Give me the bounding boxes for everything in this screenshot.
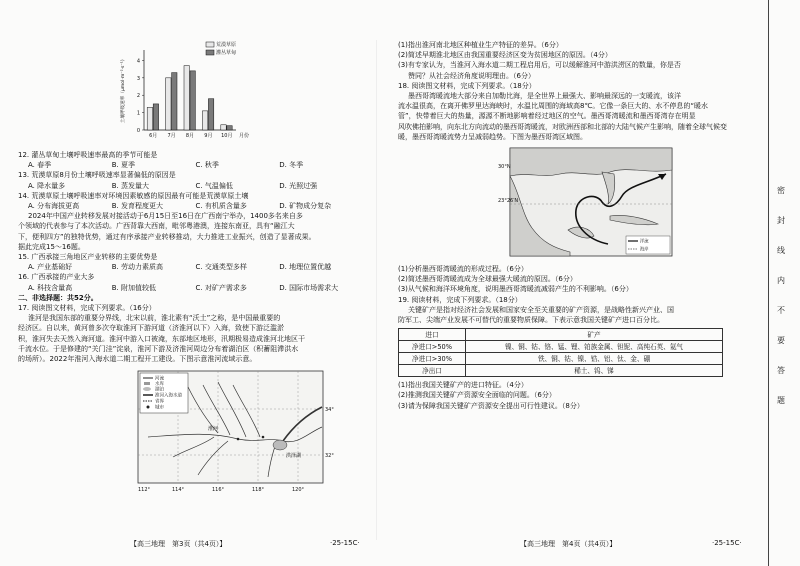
material-line: 流水温很高，在离开佛罗里达海峡时，水温比周围的海域高8℃。它像一条巨大的、水不停息的“暖水 [398, 102, 708, 111]
question-13-options [18, 181, 363, 191]
x-tick-label: 7月 [167, 133, 176, 139]
material-line: 防军工、尖端产业发展不可替代的重要物质保障。下表示意我国关键矿产进口百分比。 [398, 316, 664, 325]
strip-char: 内 [777, 276, 785, 285]
column-divider [376, 40, 377, 540]
material-line: 墨西哥湾暖流地大部分来自加勒比海，是全世界上最强大、影响最深远的一支暖流，该洋 [408, 92, 681, 101]
legend-swatch [206, 42, 214, 47]
question-16-options [18, 283, 363, 293]
q15-option-d[interactable]: D. 地理位置优越 [279, 263, 332, 272]
q12-option-d[interactable]: D. 冬季 [279, 161, 304, 170]
question-15-options [18, 262, 363, 272]
map-tick: 32° [325, 453, 334, 460]
bar-荒漠草原 [166, 78, 171, 130]
question-19: 19. 阅读材料，完成下列要求。（18分） [398, 295, 522, 304]
material-line: 淮河是我国东部的重要分界线，北宋以前，淮北素有“沃土”之称，是中国最重要的 [28, 314, 281, 323]
map2-lat-30: 30°N [498, 164, 511, 171]
q17-part2: (2)简述早期淮北地区由我国重要经济区变为贫困地区的原因。（4分） [398, 51, 612, 60]
material-line: 关键矿产是指对经济社会发展和国家安全至关重要的矿产资源，是战略性新兴产业、国 [408, 305, 674, 314]
gulf-of-mexico-map [498, 144, 678, 262]
left-column [18, 40, 363, 497]
bar-荒漠草原 [202, 111, 207, 130]
q18-part1: (1)分析墨西哥湾暖流的形成过程。（6分） [398, 265, 528, 274]
footer-page-4: 【高三地理 第4页（共4页）】 [520, 540, 617, 548]
table-row [399, 353, 723, 365]
q17-part3-cont: 赞同？从社会经济角度说明理由。（6分） [408, 71, 535, 80]
map2-legend-coast: 海岸 [640, 247, 649, 253]
strip-char: 题 [777, 396, 785, 405]
strip-char: 要 [777, 336, 785, 345]
material-line: 管”，快带着巨大的热量，源源不断地影响着经过地区的空气。墨西哥湾暖流和墨西哥湾存在明显 [398, 112, 696, 121]
map-tick: 34° [325, 407, 334, 414]
map-tick: 118° [252, 487, 265, 494]
question-14: 14. 荒漠草原土壤呼吸速率对环境因素敏感的原因最有可能是荒漠草原土壤 [18, 191, 249, 200]
table-cell: 铁、铜、钴、镍、锆、铝、钛、金、硼 [466, 353, 723, 365]
q16-option-d[interactable]: D. 国际市场需求大 [279, 283, 339, 292]
map-tick: 114° [172, 487, 185, 494]
passage-line: 据此完成15～16题。 [18, 242, 85, 251]
map-tick: 112° [138, 487, 151, 494]
map-label-hongze: 洪泽湖 [286, 453, 302, 460]
x-axis-unit: 月份 [238, 133, 250, 139]
mineral-import-table [398, 328, 723, 377]
question-18: 18. 阅读图文材料，完成下列要求。（18分） [398, 81, 536, 90]
strip-char: 封 [777, 216, 785, 225]
question-17: 17. 阅读图文材料，完成下列要求。（16分） [18, 304, 156, 313]
question-12: 12. 灌丛草甸土壤呼吸速率最高的季节可能是 [18, 151, 158, 159]
table-cell: 镍、铜、钴、铬、锰、锂、铂族金属、钽铌、高纯石英、氦气 [466, 341, 723, 353]
q19-part3: (3)请为保障我国关键矿产资源安全提出可行性建议。（8分） [398, 401, 584, 410]
map2-legend-current: 洋流 [640, 239, 649, 245]
x-tick-label: 9月 [204, 133, 213, 139]
table-row [399, 365, 723, 377]
y-tick-label: 3 [136, 75, 140, 82]
x-tick-label: 8月 [185, 133, 195, 139]
seal-line-strip [768, 0, 800, 566]
q14-option-d[interactable]: D. 矿物成分复杂 [279, 202, 332, 211]
map-legend-river: 河流 [155, 376, 164, 382]
q13-option-a[interactable]: A. 降水量多 [28, 181, 66, 190]
footer-code-left: ·25-15C· [330, 539, 360, 547]
soil-respiration-chart [118, 40, 268, 150]
material-line: 积，淮河失去天然入海河道。淮河中游入口被淹，东部地区地形，汛期极易造成淮河北地区干 [18, 334, 305, 343]
q18-part3: (3)从气候和海洋环境角度，说明墨西哥湾暖流减弱产生的不利影响。（6分） [398, 285, 633, 294]
x-tick-label: 6月 [149, 133, 158, 139]
table-cell: 净进口>30% [399, 353, 466, 365]
bar-灌丛草甸 [208, 99, 213, 130]
question-14-options [18, 201, 363, 211]
q19-part1: (1)指出我国关键矿产的进口特征。（4分） [398, 381, 528, 390]
q16-option-b[interactable]: B. 附加值较低 [111, 283, 157, 292]
map-legend-reservoir: 水库 [155, 382, 164, 388]
material-line: 风吹佛拍影响，向东北方向流动的墨西哥湾暖流，对欧洲西部和北部的大陆气候产生影响，随着全球气候变 [398, 122, 727, 131]
bar-荒漠草原 [147, 107, 152, 130]
q14-option-c[interactable]: C. 有机质含量多 [195, 202, 247, 211]
huai-river-basin-map [118, 367, 338, 497]
bar-灌丛草甸 [153, 104, 158, 130]
section-heading: 二、非选择题：共52分。 [18, 293, 98, 302]
table-head-cell: 进口 [399, 329, 466, 341]
passage-line: 2024年中国产业转移发展对接活动于6月15日至16日在广西南宁举办，1400多名来自多 [28, 212, 303, 221]
q13-option-c[interactable]: C. 气温偏低 [195, 181, 233, 190]
table-cell: 净出口 [399, 365, 466, 377]
map-legend-city: 城市 [155, 405, 164, 411]
table-cell: 净进口>50% [399, 341, 466, 353]
y-tick-label: 1 [136, 110, 140, 117]
bar-荒漠草原 [184, 66, 189, 130]
q16-option-a[interactable]: A. 科技含量高 [28, 283, 73, 292]
legend-label: 荒漠草原 [216, 42, 237, 48]
bar-灌丛草甸 [227, 126, 232, 130]
y-tick-label: 2 [136, 93, 140, 100]
question-13: 13. 荒漠草原8月份土壤呼吸速率显著偏低的原因是 [18, 171, 176, 180]
q12-option-a[interactable]: A. 春季 [28, 161, 52, 170]
q14-option-b[interactable]: B. 发育程度更大 [111, 202, 164, 211]
q15-option-a[interactable]: A. 产业基础好 [28, 263, 73, 272]
legend-label: 灌丛草甸 [216, 50, 237, 56]
bar-灌丛草甸 [172, 73, 177, 130]
table-header-row [399, 329, 723, 341]
y-tick-label: 0 [136, 128, 140, 134]
strip-char: 答 [777, 366, 785, 375]
q17-part3: (3)有专家认为，当淮河入海水道二期工程启用后，可以缓解淮河中游洪涝区的数量，你是否 [398, 61, 681, 70]
q12-option-b[interactable]: B. 夏季 [111, 161, 136, 170]
material-line: 暖，墨西哥湾暖流势力呈减弱趋势。下图为墨西哥湾区域图。 [398, 132, 587, 141]
footer-page-3: 【高三地理 第3页（共4页）】 [130, 540, 227, 548]
map-tick: 120° [292, 487, 305, 494]
footer-code-right: ·25-15C· [712, 539, 742, 547]
q14-option-a[interactable]: A. 分布海拔更高 [28, 202, 80, 211]
q15-option-b[interactable]: B. 劳动力素质高 [111, 263, 164, 272]
material-line: 经济区。自以来，黄河曾多次夺取淮河下游河道（济淮河以下）入海，致使下游泛滥淤 [18, 324, 284, 333]
q17-part1: (1)指出淮河南北地区种植业生产特征的差异。（6分） [398, 41, 563, 49]
question-15: 15. 广西承接三角地区产业转移的主要优势是 [18, 253, 158, 262]
table-head-cell: 矿产 [466, 329, 723, 341]
bar-荒漠草原 [221, 125, 226, 130]
q13-option-d[interactable]: D. 光照过强 [279, 181, 318, 190]
q12-option-c[interactable]: C. 秋季 [195, 161, 219, 170]
q15-option-c[interactable]: C. 交通类型多样 [195, 263, 247, 272]
q13-option-b[interactable]: B. 蒸发量大 [111, 181, 150, 190]
table-cell: 稀土、钨、锑 [466, 365, 723, 377]
legend-swatch [206, 50, 214, 55]
q18-part2: (2)简述墨西哥湾暖流成为全球最强大暖流的原因。（6分） [398, 275, 577, 284]
material-line: 千流水位。于是修建的“关门洼”淀泉，淮河下游及济淮河周边分布着湖泊区（积蓄阻滞洪水 [18, 344, 299, 353]
map2-tropic: 23°26′N [498, 198, 519, 205]
map-label-huai: 淮河 [208, 426, 219, 433]
x-tick-label: 10月 [221, 133, 233, 139]
bar-灌丛草甸 [190, 71, 195, 130]
question-12-options [18, 160, 363, 170]
right-column [398, 40, 743, 411]
passage-line: 下，便利四方”的独特优势，通过有序承接产业转移推动，大力推进工业振兴，创造了显著成果。 [18, 232, 316, 241]
map-legend-border: 省界 [155, 399, 164, 405]
map-legend-channel: 淮河入海水道 [155, 393, 182, 399]
strip-char: 线 [777, 246, 785, 255]
q19-part2: (2)推测我国关键矿产资源安全面临的问题。（6分） [398, 391, 556, 400]
strip-char: 密 [777, 186, 785, 195]
passage-line: 个领域的代表参与了本次活动。广西背靠大西南，毗邻粤港澳，连接东南亚，具有“融江大 [18, 222, 295, 231]
strip-char: 不 [777, 306, 785, 315]
question-16: 16. 广西承接的产业大多 [18, 273, 95, 282]
table-row [399, 341, 723, 353]
q16-option-c[interactable]: C. 对矿产需求多 [195, 283, 247, 292]
map-legend-lake: 湖泊 [155, 387, 164, 393]
y-tick-label: 4 [136, 58, 140, 65]
material-line: 的场所）。2022年淮河入海水道二期工程开工建设。下图示意淮河流域示意。 [18, 355, 257, 364]
map-tick: 116° [212, 487, 225, 494]
y-axis-label: 土壤呼吸速率（μmol·m⁻²·s⁻¹） [121, 56, 126, 124]
